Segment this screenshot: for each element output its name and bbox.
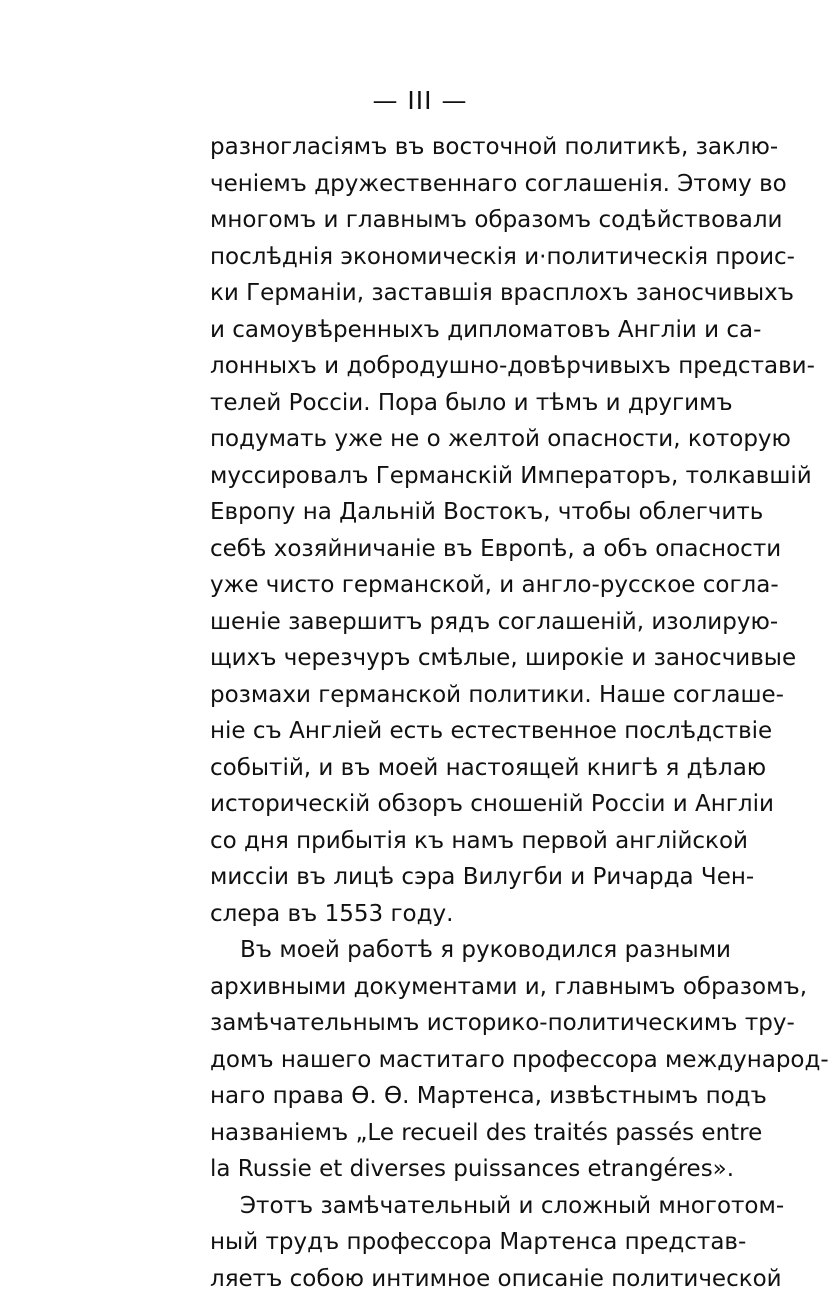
paragraph — [210, 1188, 715, 1297]
text-line: названіемъ „Le recueil des traités passés entre — [210, 1115, 715, 1152]
text-line: ченіемъ дружественнаго соглашенія. Этому во — [210, 166, 715, 203]
text-line: подумать уже не о желтой опасности, которую — [210, 421, 715, 458]
text-line: la Russie et diverses puissances etrangéres». — [210, 1151, 715, 1188]
text-line: многомъ и главнымъ образомъ содѣйствовали — [210, 202, 715, 239]
text-line: шеніе завершитъ рядъ соглашеній, изолирую- — [210, 604, 715, 641]
text-line: миссіи въ лицѣ сэра Вилугби и Ричарда Чен- — [210, 859, 715, 896]
text-line: со дня прибытія къ намъ первой англійской — [210, 823, 715, 860]
text-line: телей Россіи. Пора было и тѣмъ и другимъ — [210, 385, 715, 422]
text-line: щихъ черезчуръ смѣлые, широкіе и заносчивые — [210, 640, 715, 677]
text-line: ніе съ Англіей есть естественное послѣдствіе — [210, 713, 715, 750]
text-line: событій, и въ моей настоящей книгѣ я дѣлаю — [210, 750, 715, 787]
text-line: архивными документами и, главнымъ образомъ, — [210, 969, 715, 1006]
text-line: историческій обзоръ сношеній Россіи и Англіи — [210, 786, 715, 823]
page-number: — III — — [0, 86, 840, 115]
text-line: себѣ хозяйничаніе въ Европѣ, а объ опасности — [210, 531, 715, 568]
text-line: Европу на Дальній Востокъ, чтобы облегчить — [210, 494, 715, 531]
text-line: муссировалъ Германскій Императоръ, толкавшій — [210, 458, 715, 495]
paragraph — [210, 129, 715, 932]
text-line: розмахи германской политики. Наше соглаше- — [210, 677, 715, 714]
text-line: ный трудъ профессора Мартенса представ- — [210, 1224, 715, 1261]
text-line: ляетъ собою интимное описаніе политической — [210, 1261, 715, 1297]
text-line: разногласіямъ въ восточной политикѣ, заклю- — [210, 129, 715, 166]
text-line: лонныхъ и добродушно-довѣрчивыхъ представи- — [210, 348, 715, 385]
body-text — [210, 129, 715, 1297]
text-line: слера въ 1553 году. — [210, 896, 715, 933]
text-line: Въ моей работѣ я руководился разными — [210, 932, 715, 969]
text-line: ки Германіи, заставшія врасплохъ заносчивыхъ — [210, 275, 715, 312]
text-line: домъ нашего маститаго профессора международ- — [210, 1042, 715, 1079]
text-line: замѣчательнымъ историко-политическимъ тру- — [210, 1005, 715, 1042]
text-line: наго права Ѳ. Ѳ. Мартенса, извѣстнымъ подъ — [210, 1078, 715, 1115]
text-line: уже чисто германской, и англо-русское согла- — [210, 567, 715, 604]
text-line: и самоувѣренныхъ дипломатовъ Англіи и са- — [210, 312, 715, 349]
text-line: послѣднія экономическія и·политическія проис- — [210, 239, 715, 276]
paragraph — [210, 932, 715, 1188]
text-line: Этотъ замѣчательный и сложный многотом- — [210, 1188, 715, 1225]
